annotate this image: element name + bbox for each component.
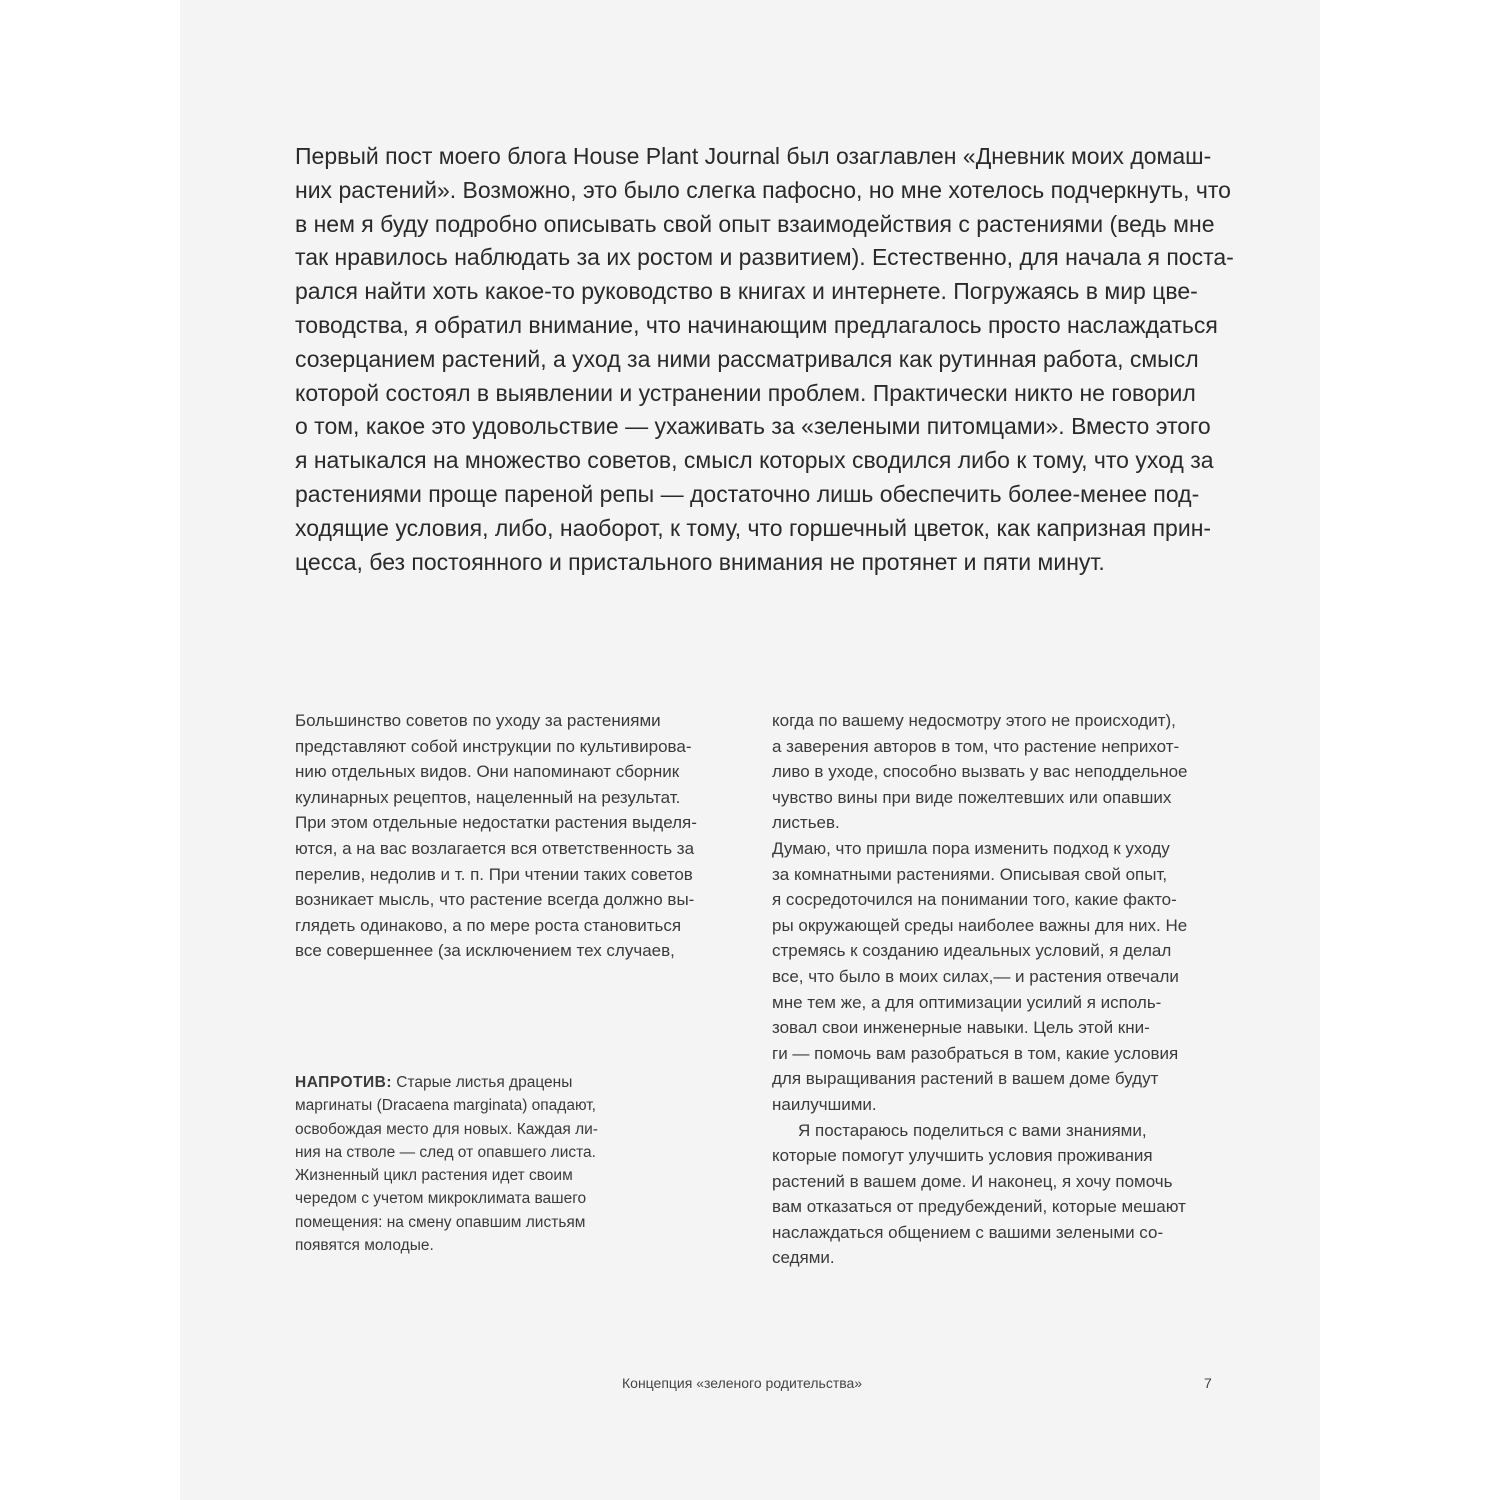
text-line: наслаждаться общением с вашими зелеными со- [772, 1222, 1164, 1242]
text-line: в нем я буду подробно описывать свой опыт взаимодействия с растениями (ведь мне [295, 210, 1215, 237]
text-line: так нравилось наблюдать за их ростом и развитием). Естественно, для начала я поста- [295, 244, 1234, 271]
text-line: растений в вашем доме. И наконец, я хочу помочь [772, 1171, 1173, 1191]
text-line: Первый пост моего блога House Plant Journal был озаглавлен «Дневник моих домаш- [295, 143, 1212, 169]
text-line: ются, а на вас возлагается вся ответственность за [295, 838, 695, 858]
text-line: Жизненный цикл растения идет своим [295, 1167, 573, 1185]
text-line: ния на стволе — след от опавшего листа. [295, 1143, 596, 1161]
text-line: них растений». Возможно, это было слегка пафосно, но мне хотелось подчеркнуть, что [295, 176, 1231, 203]
text-line: ги — помочь вам разобраться в том, какие условия [772, 1043, 1179, 1063]
text-line: ры окружающей среды наиболее важны для них. Не [772, 915, 1188, 935]
text-line: перелив, недолив и т. п. При чтении таких советов [295, 864, 693, 884]
text-line: которые помогут улучшить условия проживания [772, 1146, 1153, 1166]
text-line: я натыкался на множество советов, смысл которых сводился либо к тому, что уход за [295, 447, 1214, 474]
text-line: наилучшими. [772, 1094, 877, 1114]
text-line: для выращивания растений в вашем доме будут [772, 1069, 1159, 1089]
text-line: зовал свои инженерные навыки. Цель этой кни- [772, 1018, 1150, 1038]
text-line: цесса, без постоянного и пристального внимания не протянет и пяти минут. [295, 548, 1105, 575]
body-column-left [295, 708, 697, 964]
text-line: все, что было в моих силах,— и растения отвечали [772, 966, 1179, 986]
text-line: мне тем же, а для оптимизации усилий я исполь- [772, 992, 1162, 1012]
text-line: за комнатными растениями. Описывая свой опыт, [772, 864, 1168, 884]
text-line: которой состоял в выявлении и устранении проблем. Практически никто не говорил [295, 379, 1196, 406]
text-line: листьев. [772, 813, 840, 833]
text-line: я сосредоточился на понимании того, какие факто- [772, 890, 1177, 910]
text-line: чередом с учетом микроклимата вашего [295, 1190, 587, 1208]
text-line: товодства, я обратил внимание, что начинающим предлагалось просто наслаждаться [295, 311, 1218, 338]
text-line: глядеть одинаково, а по мере роста становиться [295, 915, 682, 935]
text-line: ливо в уходе, способно вызвать у вас неподдельное [772, 762, 1188, 782]
lead-paragraph [295, 140, 1234, 579]
text-line: созерцанием растений, а уход за ними рассматривался как рутинная работа, смысл [295, 345, 1199, 372]
text-line: появятся молодые. [295, 1237, 434, 1255]
text-line: маргинаты (Dracaena marginata) опадают, [295, 1097, 596, 1115]
text-line: Я постараюсь поделиться с вами знаниями, [798, 1120, 1147, 1140]
caption-first-line [295, 1071, 598, 1094]
photo-caption [295, 1071, 598, 1257]
text-line: чувство вины при виде пожелтевших или опавших [772, 787, 1172, 807]
text-line: седями. [772, 1248, 835, 1268]
text-line: помещения: на смену опавшим листьям [295, 1213, 586, 1231]
text-line: освобождая место для новых. Каждая ли- [295, 1120, 598, 1138]
text-line: все совершеннее (за исключением тех случаев, [295, 941, 675, 961]
text-line: а заверения авторов в том, что растение неприхот- [772, 736, 1180, 756]
text-line: рался найти хоть какое-то руководство в книгах и интернете. Погружаясь в мир цве- [295, 278, 1198, 305]
text-line: Старые листья драцены [391, 1074, 573, 1091]
text-line: ходящие условия, либо, наоборот, к тому, что горшечный цветок, как капризная прин- [295, 514, 1212, 541]
body-column-right [772, 708, 1188, 1271]
text-line: вам отказаться от предубеждений, которые мешают [772, 1197, 1186, 1217]
text-line: возникает мысль, что растение всегда должно вы- [295, 890, 695, 910]
text-line: нию отдельных видов. Они напоминают сборник [295, 762, 680, 782]
text-line: При этом отдельные недостатки растения выделя- [295, 813, 697, 833]
caption-heading: НАПРОТИВ: [295, 1074, 392, 1091]
text-line: о том, какое это удовольствие — ухаживать за «зелеными питомцами». Вместо этого [295, 413, 1211, 440]
running-footer: Концепция «зеленого родительства» [622, 1375, 863, 1391]
text-line: кулинарных рецептов, нацеленный на результат. [295, 787, 681, 807]
text-line: стремясь к созданию идеальных условий, я делал [772, 941, 1172, 961]
text-line: Думаю, что пришла пора изменить подход к уходу [772, 838, 1170, 858]
text-line: растениями проще пареной репы — достаточно лишь обеспечить более-менее под- [295, 480, 1200, 507]
text-line: когда по вашему недосмотру этого не происходит), [772, 711, 1176, 730]
page-number: 7 [1204, 1375, 1212, 1391]
text-line: Большинство советов по уходу за растениями [295, 711, 661, 730]
text-line: представляют собой инструкции по культивирова- [295, 736, 692, 756]
